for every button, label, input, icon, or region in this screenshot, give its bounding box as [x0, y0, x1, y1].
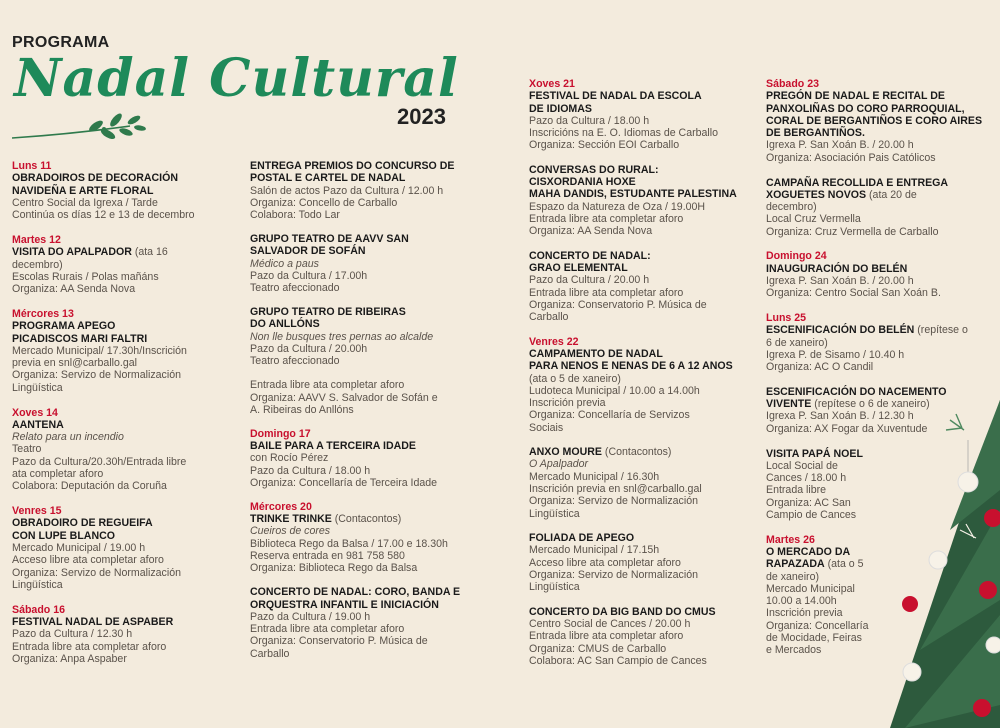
event-block [12, 308, 187, 394]
event-day: Martes 12 [12, 234, 61, 246]
event-title: GRUPO TEATRO DE AAVV SAN [250, 233, 409, 246]
event-title: PARA NENOS E NENAS DE 6 A 12 ANOS [529, 360, 733, 373]
event-title: PICADISCOS MARI FALTRI [12, 332, 148, 345]
event-detail-line: Organiza: Sección EOI Carballo [529, 139, 680, 152]
event-title-note: (Contacontos) [601, 446, 672, 459]
event-detail-line: Cances / 18.00 h [766, 472, 847, 485]
event-block [250, 160, 454, 221]
event-detail-line: Organiza: AC San [766, 496, 851, 509]
event-title: INAUGURACIÓN DO BELÉN [766, 262, 908, 275]
event-detail-line: Organiza: Conservatorio P. Música de [529, 298, 707, 311]
event-detail-line: Organiza: AX Fogar da Xuventude [766, 422, 928, 435]
event-detail-line: Entrada libre ata completar aforo [529, 213, 684, 226]
event-title: NAVIDEÑA E ARTE FLORAL [12, 184, 154, 197]
event-detail-line: Inscricións na E. O. Idiomas de Carballo [529, 127, 719, 140]
event-block [766, 177, 948, 238]
event-block [12, 407, 186, 493]
event-title: GRUPO TEATRO DE RIBEIRAS [250, 306, 406, 319]
event-detail-line: Igrexa P. San Xoán B. / 12.30 h [766, 410, 914, 423]
event-title: CAMPAMENTO DE NADAL [529, 347, 663, 360]
event-block [250, 233, 409, 294]
event-block [766, 78, 982, 164]
programa-label: PROGRAMA [12, 34, 110, 51]
event-detail-line: Lingüística [12, 381, 63, 394]
event-detail-line: Organiza: Biblioteca Rego da Balsa [250, 562, 418, 575]
event-detail-line: Pazo da Cultura / 18.00 h [250, 464, 371, 477]
event-detail-line: e Mercados [766, 644, 822, 657]
event-detail-line: Inscrición previa [766, 607, 843, 620]
event-block [250, 428, 437, 489]
event-day: Domingo 17 [250, 427, 311, 440]
event-title: TRINKE TRINKE [250, 513, 332, 526]
holly-branch-icon [12, 112, 152, 146]
event-title-line [529, 446, 702, 458]
event-detail-line: Salón de actos Pazo da Cultura / 12.00 h [250, 184, 444, 197]
event-day: Domingo 24 [766, 250, 827, 263]
event-detail-line: Lingüística [529, 507, 580, 520]
event-title: AANTENA [12, 418, 64, 431]
event-title: SALVADOR DE SOFÁN [250, 245, 366, 258]
event-title: DE IDIOMAS [529, 102, 592, 115]
event-title: DE BERGANTIÑOS. [766, 127, 865, 140]
event-detail-line: de xaneiro) [766, 570, 819, 583]
event-detail-line: Organiza: Asociación Pais Católicos [766, 151, 936, 164]
event-detail-line: Pazo da Cultura / 17.00h [250, 269, 368, 282]
event-detail-line: Reserva entrada en 981 758 580 [250, 550, 405, 563]
event-block [529, 336, 733, 434]
event-title: DO ANLLÓNS [250, 318, 320, 331]
event-detail-line: Mercado Municipal / 16.30h [529, 470, 660, 483]
event-title-note: (ata 20 de [866, 188, 917, 201]
event-block [529, 78, 718, 152]
event-detail-line: Organiza: AC O Candil [766, 361, 874, 374]
event-title: FOLIADA DE APEGO [529, 532, 635, 545]
event-day: Venres 22 [529, 335, 579, 348]
event-title: CON LUPE BLANCO [12, 529, 115, 542]
event-title: CORAL DE BERGANTIÑOS E CORO AIRES [766, 114, 983, 127]
event-day: Venres 15 [12, 505, 62, 518]
event-detail-line: Carballo [529, 311, 569, 324]
event-detail-line: Lingüística [529, 581, 580, 594]
event-detail-line: Sociais [529, 421, 564, 434]
event-block [250, 501, 448, 575]
event-title: POSTAL E CARTEL DE NADAL [250, 172, 406, 185]
event-italic-subtitle: Médico a paus [250, 257, 319, 270]
event-title: ORQUESTRA INFANTIL E INICIACIÓN [250, 598, 439, 611]
event-detail-line: Igrexa P. San Xoán B. / 20.00 h [766, 139, 914, 152]
event-detail-line: Acceso libre ata completar aforo [12, 554, 164, 567]
event-title: FESTIVAL DE NADAL DA ESCOLA [529, 90, 702, 103]
event-day: Sábado 23 [766, 78, 819, 90]
event-detail-line: A. Ribeiras do Anllóns [250, 403, 354, 416]
event-detail-line: previa en snl@carballo.gal [12, 357, 137, 370]
event-detail-line: Campio de Cances [766, 508, 857, 521]
event-detail-line: Ludoteca Municipal / 10.00 a 14.00h [529, 384, 700, 397]
event-detail-line: Organiza: Centro Social San Xoán B. [766, 287, 941, 300]
event-detail-line: Acceso libre ata completar aforo [529, 556, 681, 569]
event-detail-line: Organiza: Servizo de Normalización [529, 568, 698, 581]
event-detail-line: Organiza: Servizo de Normalización [529, 495, 698, 508]
event-title: ANXO MOURE [529, 446, 602, 459]
event-day: Sábado 16 [12, 603, 65, 616]
event-title: PANXOLIÑAS DO CORO PARROQUIAL, [766, 102, 965, 115]
event-detail-line: decembro) [12, 258, 63, 271]
event-detail-line: Organiza: Concellaría de Terceira Idade [250, 476, 438, 489]
event-detail-line: con Rocío Pérez [250, 452, 329, 465]
event-detail-line: Organiza: Concellaría de Servizos [529, 409, 690, 422]
programa-header [12, 34, 459, 144]
event-day: Luns 11 [12, 160, 52, 172]
event-detail-line: Escolas Rurais / Polas mañáns [12, 270, 159, 283]
event-day: Martes 26 [766, 533, 815, 546]
event-detail-line: Igrexa P. San Xoán B. / 20.00 h [766, 274, 914, 287]
event-title: CONCERTO DE NADAL: [529, 249, 651, 262]
event-detail-line: Colabora: Todo Lar [250, 209, 340, 222]
event-title-note: (repítese o [914, 324, 968, 337]
event-detail-line: Lingüística [12, 578, 63, 591]
event-detail-line: Organiza: Concellaría [766, 619, 869, 632]
event-day: Xoves 21 [529, 78, 575, 90]
event-day: Xoves 14 [12, 406, 58, 419]
event-title: GRAO ELEMENTAL [529, 262, 628, 275]
event-detail-line: Organiza: Conservatorio P. Música de [250, 635, 428, 648]
event-detail-line: Centro Social da Igrexa / Tarde [12, 196, 158, 209]
event-detail-line: Entrada libre ata completar aforo [12, 640, 167, 653]
event-detail-line: Pazo da Cultura / 19.00 h [250, 610, 371, 623]
event-detail-line: Local Cruz Vermella [766, 213, 861, 226]
event-detail-line: Organiza: Servizo de Normalización [12, 566, 181, 579]
event-detail-line: Organiza: Cruz Vermella de Carballo [766, 225, 939, 238]
event-title-line [250, 513, 448, 525]
event-block [12, 604, 173, 665]
event-detail-line: Entrada libre [766, 484, 827, 497]
event-title: RAPAZADA [766, 558, 825, 571]
event-detail-line: Teatro afeccionado [250, 282, 340, 295]
event-detail-line: Local Social de [766, 459, 838, 472]
event-italic-subtitle: Cueiros de cores [250, 525, 331, 538]
event-title: CONCERTO DE NADAL: CORO, BANDA E [250, 586, 461, 599]
event-detail-line: Espazo da Natureza de Oza / 19.00H [529, 200, 706, 213]
event-title: MAHA DANDIS, ESTUDANTE PALESTINA [529, 188, 737, 201]
event-detail-line: decembro) [766, 201, 817, 214]
event-detail-line: de Mocidade, Feiras [766, 632, 862, 645]
event-detail-line: Organiza: AA Senda Nova [12, 283, 136, 296]
event-italic-subtitle: Relato para un incendio [12, 431, 124, 444]
event-detail-line: Pazo da Cultura / 18.00 h [529, 114, 650, 127]
nadal-cultural-title: Nadal Cultural [14, 48, 459, 109]
event-detail-line: Igrexa P. de Sisamo / 10.40 h [766, 348, 905, 361]
year-label: 2023 [397, 104, 446, 129]
event-title: PROGRAMA APEGO [12, 320, 116, 333]
event-title: VIVENTE [766, 398, 812, 411]
event-detail-line: Mercado Municipal/ 17.30h/Inscrición [12, 344, 187, 357]
event-title-line [12, 246, 168, 258]
event-block [766, 448, 863, 522]
event-title: OBRADOIRO DE REGUEIFA [12, 517, 153, 530]
event-detail-line: Entrada libre ata completar aforo [250, 379, 405, 392]
event-detail-line: Organiza: Concello de Carballo [250, 196, 398, 209]
event-detail-line: Teatro afeccionado [250, 355, 340, 368]
event-detail-line: Entrada libre ata completar aforo [529, 630, 684, 643]
event-title: VISITA DO APALPADOR [12, 246, 132, 259]
event-detail-line: Colabora: AC San Campio de Cances [529, 654, 707, 667]
event-title-note: (repítese o 6 de xaneiro) [811, 398, 930, 411]
event-block [529, 164, 737, 238]
event-detail-line: 6 de xaneiro) [766, 336, 828, 349]
event-block [766, 250, 941, 299]
event-italic-subtitle: Non lle busques tres pernas ao alcalde [250, 330, 434, 343]
event-detail-line: Centro Social de Cances / 20.00 h [529, 617, 691, 630]
event-block [529, 606, 716, 667]
event-title-note: (ata 16 [131, 246, 168, 259]
event-detail-line: Pazo da Cultura / 20.00 h [529, 274, 650, 287]
event-detail-line: Mercado Municipal [766, 582, 855, 595]
event-day: Luns 25 [766, 312, 807, 324]
event-block [12, 234, 168, 295]
event-title: ENTREGA PREMIOS DO CONCURSO DE [250, 160, 455, 172]
event-day: Mércores 20 [250, 500, 312, 513]
event-detail-line: Organiza: Anpa Aspaber [12, 652, 127, 665]
event-block [250, 306, 433, 367]
event-title-line [766, 324, 968, 336]
event-detail-line: Inscrición previa en snl@carballo.gal [529, 483, 702, 496]
event-title: ESCENIFICACIÓN DO BELÉN [766, 324, 915, 337]
event-detail-line: Inscrición previa [529, 397, 606, 410]
event-block [529, 250, 707, 324]
event-title: BAILE PARA A TERCEIRA IDADE [250, 440, 416, 453]
event-detail-line: Organiza: Servizo de Normalización [12, 369, 181, 382]
event-block [250, 379, 438, 416]
event-detail-line: Biblioteca Rego da Balsa / 17.00 e 18.30h [250, 537, 448, 550]
event-title: CISXORDANIA HOXE [529, 176, 636, 189]
christmas-tree-illustration [890, 360, 1000, 728]
event-detail-line: Organiza: CMUS de Carballo [529, 642, 667, 655]
event-block [529, 446, 702, 520]
event-block [766, 534, 868, 657]
event-detail-line: Carballo [250, 647, 290, 660]
event-title: CONVERSAS DO RURAL: [529, 163, 659, 176]
event-detail-line: Entrada libre ata completar aforo [250, 623, 405, 636]
event-title: XOGUETES NOVOS [766, 188, 867, 201]
event-block [250, 586, 460, 660]
event-detail-line: Colabora: Deputación da Coruña [12, 480, 167, 493]
event-detail-line: Entrada libre ata completar aforo [529, 286, 684, 299]
event-title-line [766, 189, 948, 201]
event-title: VISITA PAPÁ NOEL [766, 447, 863, 460]
event-detail-line: Pazo da Cultura / 12.30 h [12, 628, 133, 641]
event-detail-line: Mercado Municipal / 19.00 h [12, 542, 146, 555]
event-day: Mércores 13 [12, 308, 74, 320]
event-detail-line: Organiza: AA Senda Nova [529, 225, 653, 238]
event-detail-line: (ata o 5 de xaneiro) [529, 372, 621, 385]
event-title: CAMPAÑA RECOLLIDA E ENTREGA [766, 176, 949, 189]
event-detail-line: Mercado Municipal / 17.15h [529, 544, 660, 557]
event-title-note: (ata o 5 [824, 558, 864, 571]
event-detail-line: Teatro [12, 443, 42, 456]
event-detail-line: Pazo da Cultura / 20.00h [250, 343, 368, 356]
event-title-line [766, 558, 868, 570]
event-block [529, 532, 698, 593]
event-title: ESCENIFICACIÓN DO NACEMENTO [766, 385, 947, 398]
event-title: PREGÓN DE NADAL E RECITAL DE [766, 90, 945, 103]
event-title: FESTIVAL NADAL DE ASPABER [12, 616, 174, 629]
event-detail-line: ata completar aforo [12, 468, 104, 481]
event-block [12, 505, 181, 591]
event-title: CONCERTO DA BIG BAND DO CMUS [529, 605, 716, 618]
event-title: O MERCADO DA [766, 545, 851, 558]
event-detail-line: 10.00 a 14.00h [766, 595, 837, 608]
event-title: OBRADOIROS DE DECORACIÓN [12, 172, 178, 185]
event-detail-line: Continúa os días 12 e 13 de decembro [12, 209, 195, 222]
event-detail-line: Organiza: AAVV S. Salvador de Sofán e [250, 391, 438, 404]
event-block [12, 160, 195, 221]
event-title-note: (Contacontos) [331, 513, 402, 526]
event-italic-subtitle: O Apalpador [529, 458, 589, 471]
event-detail-line: Pazo da Cultura/20.30h/Entrada libre [12, 455, 187, 468]
